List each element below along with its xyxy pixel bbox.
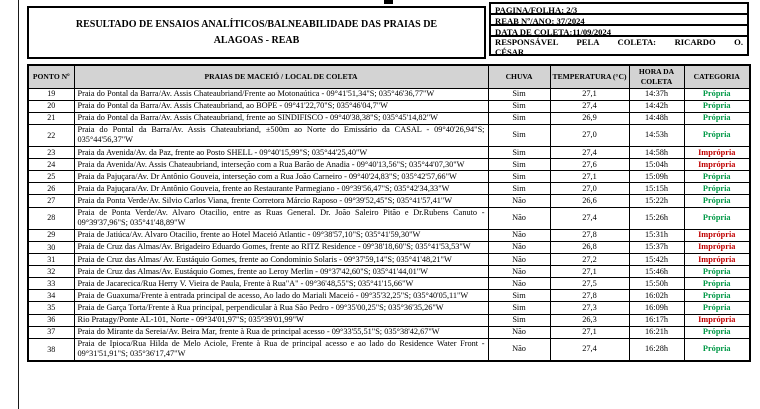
ponto-cell: 32 [28,266,74,278]
ponto-cell: 28 [28,207,74,229]
hora-cell: 14:42h [629,100,684,112]
categoria-cell: Imprópria [684,314,750,326]
ponto-cell: 29 [28,229,74,241]
ponto-cell: 30 [28,241,74,253]
hora-cell: 15:26h [629,207,684,229]
table-row [28,302,750,314]
results-table [27,64,751,362]
chuva-cell: Não [488,326,550,338]
temperatura-cell: 26,8 [550,241,629,253]
categoria-cell: Própria [684,183,750,195]
categoria-cell: Própria [684,278,750,290]
chuva-cell: Sim [488,290,550,302]
chuva-cell: Não [488,266,550,278]
hora-cell: 15:09h [629,171,684,183]
local-cell: Rio Pratagy/Ponte AL-101, Norte - 09°34'01,97"S; 035°39'01,99"W [74,314,488,326]
local-cell: Praia de Cruz das Almas/Av. Eustáquio Gomes, frente ao Leroy Merlin - 09°37'42,60"S; 035°41'44,01"W [74,266,488,278]
chuva-cell: Sim [488,112,550,124]
local-cell: Praia do Pontal da Barra/Av. Assis Chateaubriand, ±500m ao Norte do Emissário da CASAL - 09°40'26,94"S; 035°44'56,37"W [74,124,488,146]
local-cell: Praia de Jacarecica/Rua Herry V. Vieira de Paula, Frente à Rua"A" - 09°36'48,55"S; 035°41'15,66"W [74,278,488,290]
hora-cell: 16:17h [629,314,684,326]
temperatura-cell: 27,2 [550,254,629,266]
hora-cell: 14:48h [629,112,684,124]
categoria-cell: Própria [684,112,750,124]
temperatura-cell: 27,1 [550,88,629,100]
categoria-cell: Própria [684,290,750,302]
local-cell: Praia de Jatiúca/Av. Alvaro Otacilio, frente ao Hotel Maceió Atlantic - 09°38'57,10"S; 035°41'59,30"W [74,229,488,241]
temperatura-cell: 27,0 [550,183,629,195]
temperatura-cell: 27,6 [550,159,629,171]
table-row [28,266,750,278]
table-row [28,241,750,253]
chuva-cell: Sim [488,88,550,100]
temperatura-cell: 27,4 [550,100,629,112]
local-cell: Praia de Ipioca/Rua Hilda de Melo Aciole, Frente à Rua de principal acesso e ao lado do Residence Water Front - 09°31'51,91"S; 035°36'17,47"W [74,338,488,361]
local-cell: Praia de Garça Torta/Frente à Rua principal, perpendicular à Rua São Pedro - 09°35'00,25"S; 035°36'35,26"W [74,302,488,314]
table-row [28,183,750,195]
ponto-cell: 27 [28,195,74,207]
table-row [28,124,750,146]
temperatura-cell: 27,1 [550,326,629,338]
chuva-cell: Sim [488,100,550,112]
hora-cell: 15:37h [629,241,684,253]
hora-cell: 14:58h [629,147,684,159]
local-cell: Praia do Pontal da Barra/Av. Assis Chateaubriand, ao BOPE - 09°41'22,70"S; 035°46'04,7"W [74,100,488,112]
ponto-cell: 23 [28,147,74,159]
chuva-cell: Não [488,195,550,207]
ponto-cell: 26 [28,183,74,195]
hora-cell: 16:09h [629,302,684,314]
chuva-cell: Sim [488,171,550,183]
info-reab-ano: REAB Nº/ANO: 37/2024 [489,13,749,26]
col-header-local: PRAIAS DE MACEIÓ / LOCAL DE COLETA [74,65,488,88]
ponto-cell: 31 [28,254,74,266]
page-left-border [18,0,19,409]
report-title: RESULTADO DE ENSAIOS ANALÍTICOS/BALNEABILIDADE DAS PRAIAS DE ALAGOAS - REAB [27,6,486,59]
hora-cell: 15:42h [629,254,684,266]
scan-tick-mark [384,0,393,4]
table-row [28,100,750,112]
temperatura-cell: 26,9 [550,112,629,124]
local-cell: Praia de Ponta Verde/Av. Alvaro Otacilio, entre as Ruas General. Dr. João Saleiro Pitão e Dr.Rubens Canuto - 09°39'37,96"S; 035°41'48,89"W [74,207,488,229]
categoria-cell: Própria [684,302,750,314]
table-row [28,88,750,100]
table-row [28,326,750,338]
ponto-cell: 37 [28,326,74,338]
ponto-cell: 38 [28,338,74,361]
table-row [28,112,750,124]
ponto-cell: 35 [28,302,74,314]
info-pagina-folha: PAGINA/FOLHA: 2/3 [489,2,749,15]
chuva-cell: Não [488,207,550,229]
chuva-cell: Não [488,338,550,361]
categoria-cell: Imprópria [684,254,750,266]
categoria-cell: Própria [684,326,750,338]
hora-cell: 16:21h [629,326,684,338]
chuva-cell: Sim [488,147,550,159]
temperatura-cell: 27,0 [550,124,629,146]
local-cell: Praia de Cruz das Almas/ Av. Eustáquio Gomes, frente ao Condominio Solaris - 09°37'59,14"S; 035°41'48,21"W [74,254,488,266]
table-row [28,159,750,171]
table-row [28,254,750,266]
table-row [28,278,750,290]
table-row [28,314,750,326]
categoria-cell: Imprópria [684,229,750,241]
hora-cell: 14:53h [629,124,684,146]
local-cell: Praia da Pajuçara/Av. Dr Antônio Gouveia, interseção com a Rua João Carneiro - 09°40'24,83"S; 035°42'57,66"W [74,171,488,183]
local-cell: Praia do Pontal da Barra/Av. Assis Chateaubriand, frente ao SINDIFISCO - 09°40'38,38"S; 035°45'14,82"W [74,112,488,124]
chuva-cell: Sim [488,183,550,195]
temperatura-cell: 27,3 [550,302,629,314]
info-responsavel: RESPONSÁVEL PELA COLETA: RICARDO O. CÉSAR [489,35,749,56]
categoria-cell: Imprópria [684,147,750,159]
hora-cell: 15:22h [629,195,684,207]
ponto-cell: 34 [28,290,74,302]
col-header-hora: HORA DA COLETA [629,65,684,88]
temperatura-cell: 27,5 [550,278,629,290]
local-cell: Praia da Avenida/Av. Assis Chateaubriand, interseção com a Rua Barão de Anadia - 09°40'13,56"S; 035°44'07,30"W [74,159,488,171]
categoria-cell: Própria [684,195,750,207]
table-row [28,290,750,302]
report-info-panel [489,2,749,56]
local-cell: Praia do Mirante da Sereia/Av. Beira Mar, frente à Rua de principal acesso - 09°33'55,51"S; 035°38'42,67"W [74,326,488,338]
temperatura-cell: 27,4 [550,207,629,229]
chuva-cell: Não [488,254,550,266]
local-cell: Praia de Cruz das Almas/Av. Brigadeiro Eduardo Gomes, frente ao RITZ Residence - 09°38'18,60"S; 035°41'53,53"W [74,241,488,253]
local-cell: Praia do Pontal da Barra/Av. Assis Chateaubriand/Frente ao Motonaútica - 09°41'51,34"S; 035°46'36,77"W [74,88,488,100]
hora-cell: 15:04h [629,159,684,171]
chuva-cell: Sim [488,124,550,146]
categoria-cell: Própria [684,207,750,229]
hora-cell: 15:15h [629,183,684,195]
temperatura-cell: 27,4 [550,147,629,159]
info-data-coleta: DATA DE COLETA:11/09/2024 [489,24,749,37]
temperatura-cell: 27,4 [550,338,629,361]
categoria-cell: Própria [684,100,750,112]
local-cell: Praia de Guaxuma/Frente à entrada principal de acesso, Ao lado do Mariali Maceió - 09°35'32,25"S; 035°40'05,11"W [74,290,488,302]
categoria-cell: Imprópria [684,159,750,171]
chuva-cell: Não [488,229,550,241]
temperatura-cell: 26,6 [550,195,629,207]
ponto-cell: 19 [28,88,74,100]
table-row [28,229,750,241]
table-row [28,171,750,183]
chuva-cell: Não [488,241,550,253]
chuva-cell: Sim [488,159,550,171]
col-header-categoria: CATEGORIA [684,65,750,88]
local-cell: Praia da Ponta Verde/Av. Silvio Carlos Viana, frente Corretora Márcio Raposo - 09°39'52,45"S; 035°41'57,41"W [74,195,488,207]
chuva-cell: Sim [488,302,550,314]
chuva-cell: Sim [488,314,550,326]
ponto-cell: 21 [28,112,74,124]
col-header-temperatura: TEMPERATURA (°C) [550,65,629,88]
temperatura-cell: 27,8 [550,229,629,241]
table-row [28,195,750,207]
ponto-cell: 36 [28,314,74,326]
table-body [28,88,750,361]
hora-cell: 15:46h [629,266,684,278]
hora-cell: 15:31h [629,229,684,241]
table-header-row [28,65,750,88]
table-row [28,207,750,229]
local-cell: Praia da Pajuçara/Av. Dr Antônio Gouveia, frente ao Restaurante Parmegiano - 09°39'56,47"S; 035°42'34,33"W [74,183,488,195]
temperatura-cell: 27,1 [550,171,629,183]
ponto-cell: 33 [28,278,74,290]
temperatura-cell: 27,8 [550,290,629,302]
ponto-cell: 24 [28,159,74,171]
categoria-cell: Própria [684,88,750,100]
ponto-cell: 22 [28,124,74,146]
hora-cell: 15:50h [629,278,684,290]
categoria-cell: Imprópria [684,241,750,253]
categoria-cell: Própria [684,266,750,278]
ponto-cell: 20 [28,100,74,112]
temperatura-cell: 26,3 [550,314,629,326]
hora-cell: 14:37h [629,88,684,100]
chuva-cell: Não [488,278,550,290]
ponto-cell: 25 [28,171,74,183]
hora-cell: 16:02h [629,290,684,302]
temperatura-cell: 27,1 [550,266,629,278]
col-header-chuva: CHUVA [488,65,550,88]
table-row [28,338,750,361]
categoria-cell: Própria [684,171,750,183]
categoria-cell: Própria [684,338,750,361]
table-row [28,147,750,159]
local-cell: Praia da Avenida/Av. da Paz, frente ao Posto SHELL - 09°40'15,99"S; 035°44'25,40"W [74,147,488,159]
categoria-cell: Própria [684,124,750,146]
col-header-ponto: PONTO Nº [28,65,74,88]
hora-cell: 16:28h [629,338,684,361]
